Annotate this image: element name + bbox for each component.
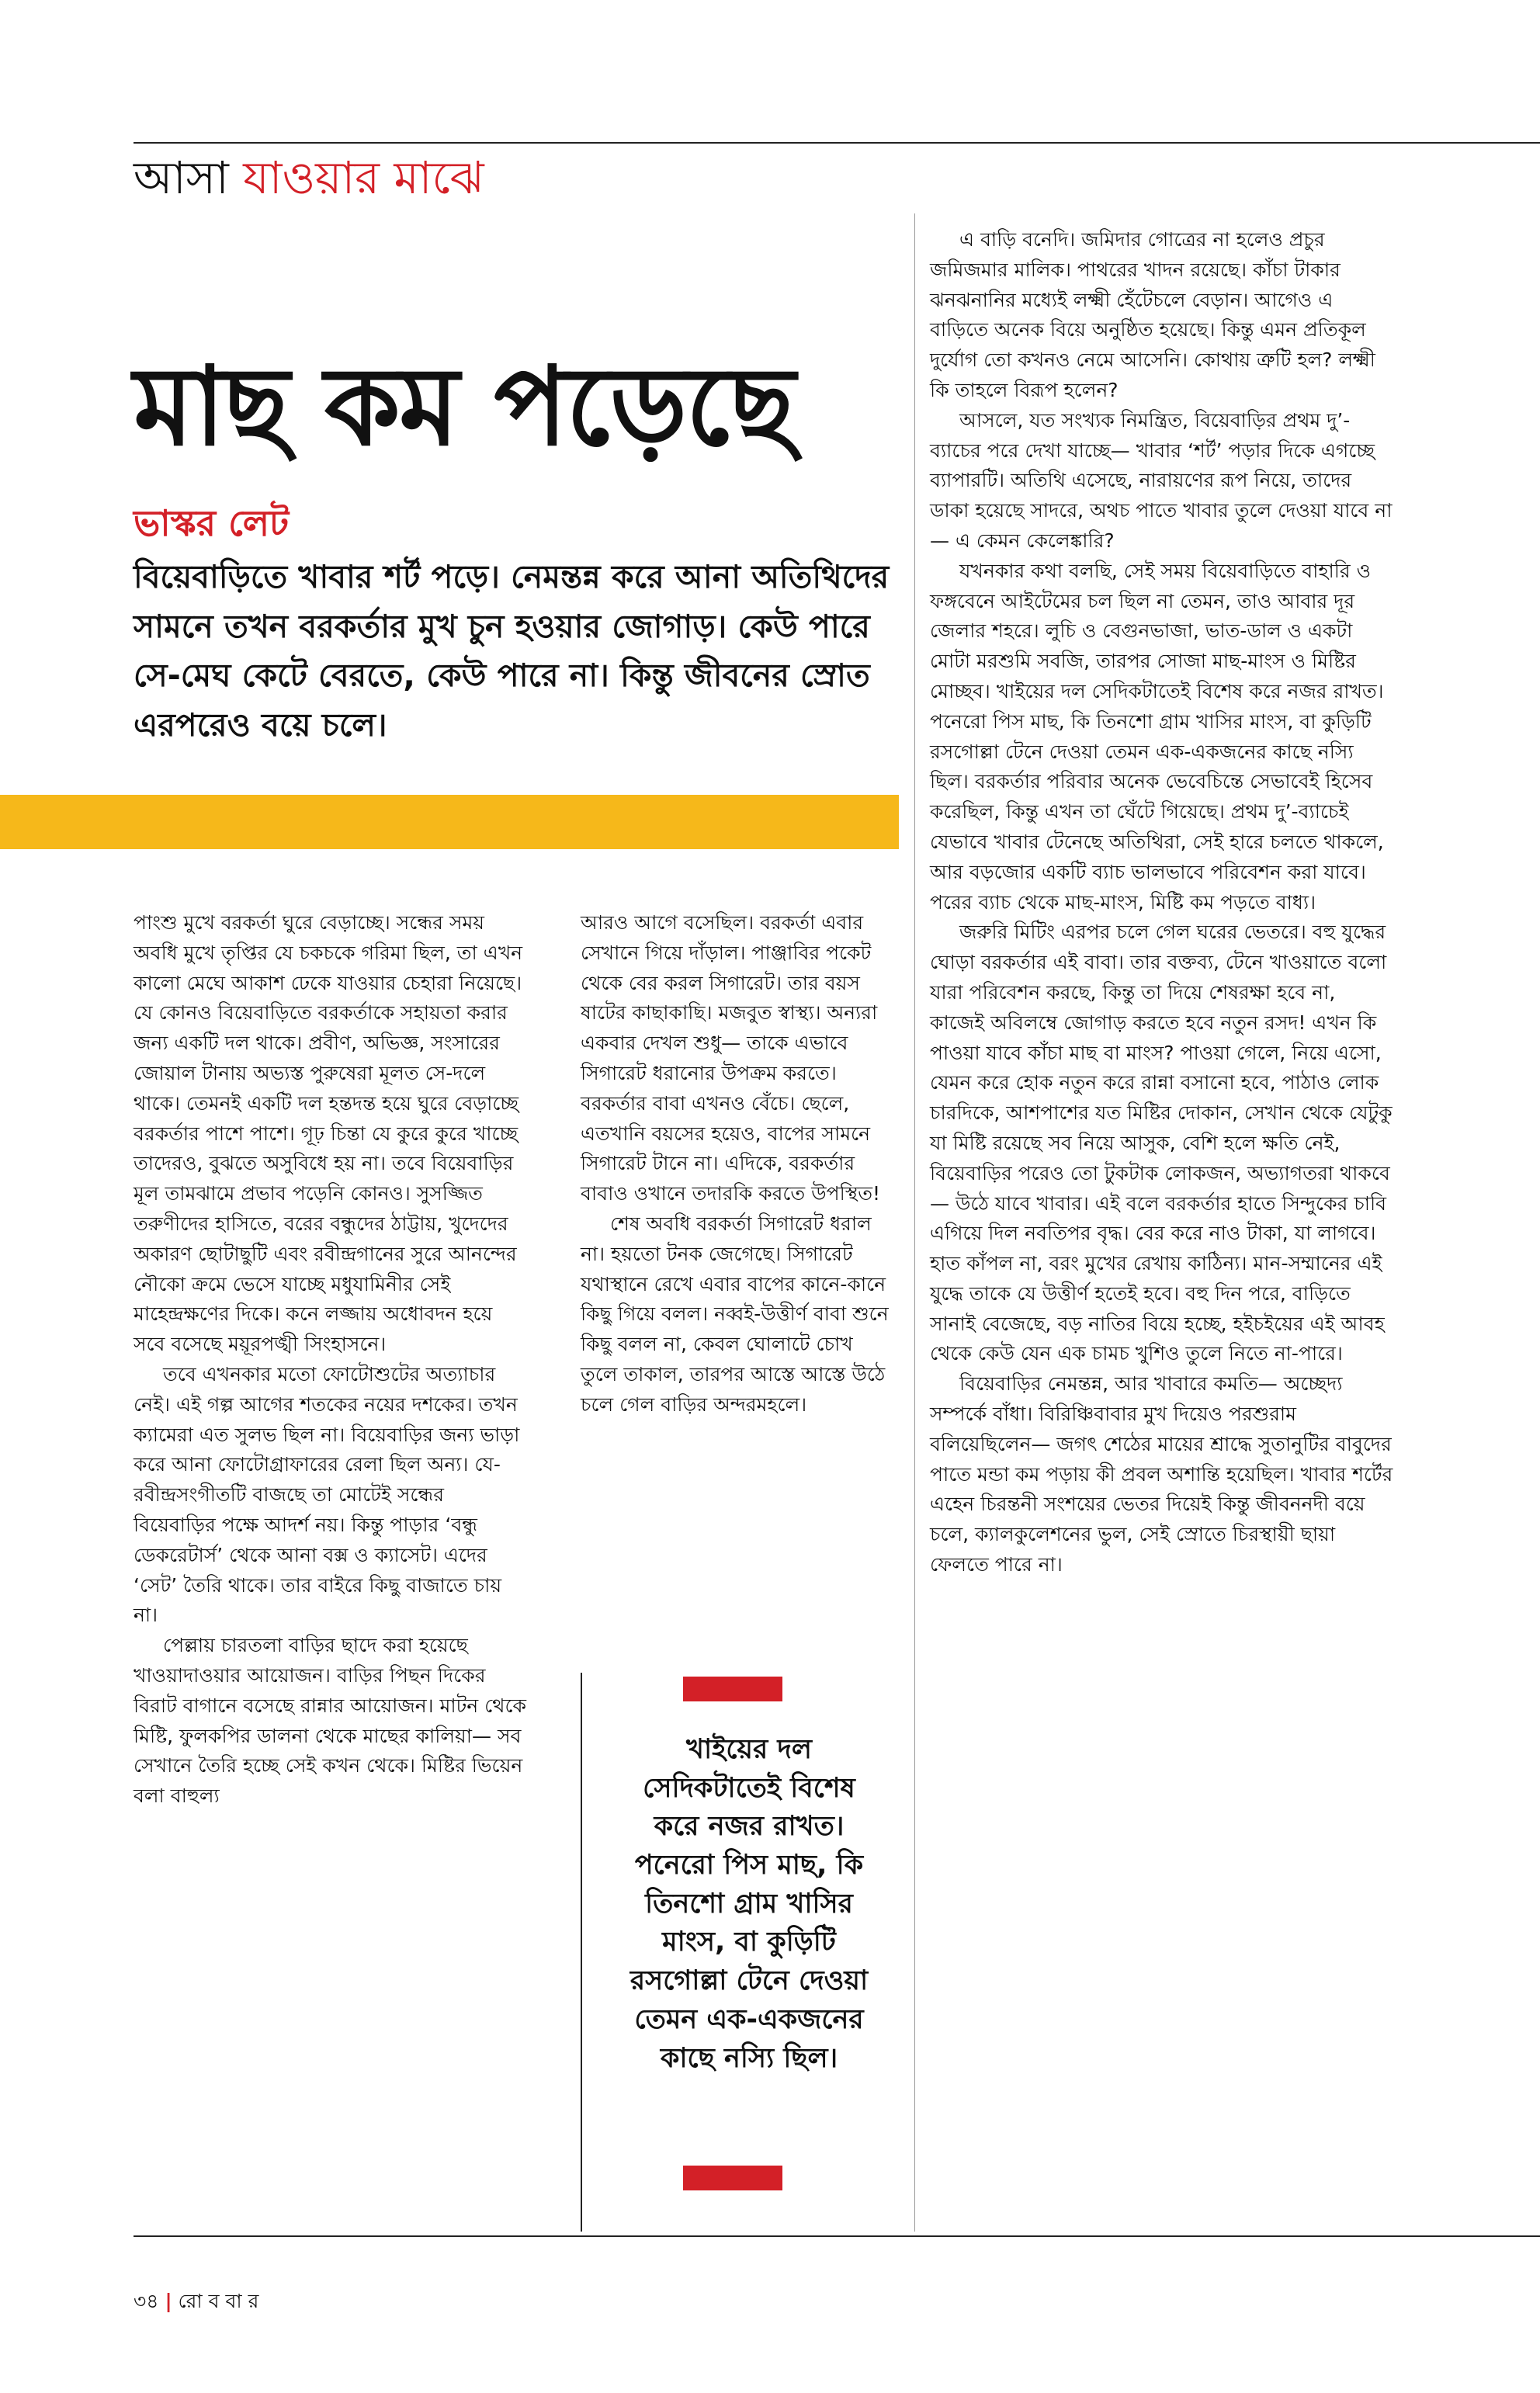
- standfirst: বিয়েবাড়িতে খাবার শর্ট পড়ে। নেমন্তন্ন করে আনা অতিথিদের সামনে তখন বরকর্তার মুখ চুন হওয়ার জোগাড়। কেউ পারে সে-মেঘ কেটে বেরতে, কেউ পারে না। কিন্তু জীবনের স্রোত এরপরেও বয়ে চলে।: [134, 558, 890, 744]
- section-title: [134, 151, 484, 204]
- right-column-divider: [914, 213, 915, 2232]
- article-column-middle: [581, 908, 891, 1630]
- article-column-left: [134, 908, 529, 2189]
- bottom-rule: [134, 2235, 1540, 2237]
- paragraph: জরুরি মিটিং এরপর চলে গেল ঘরের ভেতরে। বহু যুদ্ধের ঘোড়া বরকর্তার এই বাবা। তার বক্তব্য, টেনে খাওয়াতে বলো যারা পরিবেশন করছে, কিন্তু তা দিয়ে শেষরক্ষা হবে না, কাজেই অবিলম্বে জোগাড় করতে হবে নতুন রসদ! এখন কি পাওয়া যাবে কাঁচা মাছ বা মাংস? পাওয়া গেলে, নিয়ে এসো, যেমন করে হোক নতুন করে রান্না বসানো হবে, পাঠাও লোক চারদিকে, আশপাশের যত মিষ্টির দোকান, সেখান থেকে যেটুকু যা মিষ্টি রয়েছে সব নিয়ে আসুক, বেশি হলে ক্ষতি নেই, বিয়েবাড়ির পরেও তো টুকটাক লোকজন, অভ্যাগতরা থাকবে— উঠে যাবে খাবার। এই বলে বরকর্তার হাতে সিন্দুকের চাবি এগিয়ে দিল নবতিপর বৃদ্ধ। বের করে নাও টাকা, যা লাগবে। হাত কাঁপল না, বরং মুখের রেখায় কাঠিন্য। মান-সম্মানের এই যুদ্ধে তাকে যে উত্তীর্ণ হতেই হবে। বহু দিন পরে, বাড়িতে সানাই বেজেছে, বড় নাতির বিয়ে হচ্ছে, হইচইয়ের এই আবহ থেকে কেউ যেন এক চামচ খুশিও তুলে নিতে না-পারে।: [930, 921, 1393, 1365]
- page-footer: [134, 2286, 258, 2319]
- article-column-right: [930, 225, 1396, 2212]
- pullquote-top-bar: [683, 1677, 782, 1701]
- paragraph: যখনকার কথা বলছি, সেই সময় বিয়েবাড়িতে বাহারি ও ফঙ্গবেনে আইটেমের চল ছিল না তেমন, তাও আবার দূর জেলার শহরে। লুচি ও বেগুনভাজা, ভাত-ডাল ও একটা মোটা মরশুমি সবজি, তারপর সোজা মাছ-মাংস ও মিষ্টির মোচ্ছব। খাইয়ের দল সেদিকটাতেই বিশেষ করে নজর রাখত। পনেরো পিস মাছ, কি তিনশো গ্রাম খাসির মাংস, বা কুড়িটি রসগোল্লা টেনে দেওয়া তেমন এক-একজনের কাছে নস্যি ছিল। বরকর্তার পরিবার অনেক ভেবেচিন্তে সেভাবেই হিসেব করেছিল, কিন্তু এখন তা ঘেঁটে গিয়েছে। প্রথম দু’-ব্যাচেই যেভাবে খাবার টেনেছে অতিথিরা, সেই হারে চলতে থাকলে, আর বড়জোর একটি ব্যাচ ভালভাবে পরিবেশন করা যাবে। পরের ব্যাচ থেকে মাছ-মাংস, মিষ্টি কম পড়তে বাধ্য।: [930, 559, 1384, 914]
- paragraph: এ বাড়ি বনেদি। জমিদার গোত্রের না হলেও প্রচুর জমিজমার মালিক। পাথরের খাদন রয়েছে। কাঁচা টাকার ঝনঝনানির মধ্যেই লক্ষ্মী হেঁটেচলে বেড়ান। আগেও এ বাড়িতে অনেক বিয়ে অনুষ্ঠিত হয়েছে। কিন্তু এমন প্রতিকূল দুর্যোগ তো কখনও নেমে আসেনি। কোথায় ত্রুটি হল? লক্ষ্মী কি তাহলে বিরূপ হলেন?: [930, 228, 1375, 401]
- pullquote-bottom-bar: [683, 2166, 782, 2190]
- paragraph: বিয়েবাড়ির নেমন্তন্ন, আর খাবারে কমতি— অচ্ছেদ্য সম্পর্কে বাঁধা। বিরিঞ্চিবাবার মুখ দিয়েও পরশুরাম বলিয়েছিলেন— জগৎ শেঠের মায়ের শ্রাদ্ধে সুতানুটির বাবুদের পাতে মন্ডা কম পড়ায় কী প্রবল অশান্তি হয়েছিল। খাবার শর্টের এহেন চিরন্তনী সংশয়ের ভেতর দিয়েই কিন্তু জীবননদী বয়ে চলে, ক্যালকুলেশনের ভুল, সেই স্রোতে চিরস্থায়ী ছায়া ফেলতে পারে না।: [930, 1372, 1393, 1576]
- pullquote-side-rule: [581, 1673, 582, 2232]
- top-rule: [134, 142, 1540, 144]
- paragraph: শেষ অবধি বরকর্তা সিগারেট ধরাল না। হয়তো টনক জেগেছে। সিগারেট যথাস্থানে রেখে এবার বাপের কানে-কানে কিছু গিয়ে বলল। নব্বই-উত্তীর্ণ বাবা শুনে কিছু বলল না, কেবল ঘোলাটে চোখ তুলে তাকাল, তারপর আস্তে আস্তে উঠে চলে গেল বাড়ির অন্দরমহলে।: [581, 1212, 889, 1416]
- footer-separator: |: [165, 2290, 172, 2312]
- section-title-part2: যাওয়ার মাঝে: [243, 151, 484, 204]
- byline: ভাস্কর লেট: [134, 502, 290, 544]
- headline: মাছ কম পড়েছে: [134, 344, 794, 470]
- paragraph: পেল্লায় চারতলা বাড়ির ছাদে করা হয়েছে খাওয়াদাওয়ার আয়োজন। বাড়ির পিছন দিকের বিরাট বাগানে বসেছে রান্নার আয়োজন। মাটন থেকে মিষ্টি, ফুলকপির ডালনা থেকে মাছের কালিয়া— সব সেখানে তৈরি হচ্ছে সেই কখন থেকে। মিষ্টির ভিয়েন বলা বাহুল্য: [134, 1634, 527, 1808]
- paragraph: পাংশু মুখে বরকর্তা ঘুরে বেড়াচ্ছে। সন্ধের সময় অবধি মুখে তৃপ্তির যে চকচকে গরিমা ছিল, তা এখন কালো মেঘে আকাশ ঢেকে যাওয়ার চেহারা নিয়েছে। যে কোনও বিয়েবাড়িতে বরকর্তাকে সহায়তা করার জন্য একটি দল থাকে। প্রবীণ, অভিজ্ঞ, সংসারের জোয়াল টানায় অভ্যস্ত পুরুষেরা মূলত সে-দলে থাকে। তেমনই একটি দল হন্তদন্ত হয়ে ঘুরে বেড়াচ্ছে বরকর্তার পাশে পাশে। গূঢ় চিন্তা যে কুরে কুরে খাচ্ছে তাদেরও, বুঝতে অসুবিধে হয় না। তবে বিয়েবাড়ির মূল তামঝামে প্রভাব পড়েনি কোনও। সুসজ্জিত তরুণীদের হাসিতে, বরের বন্ধুদের ঠাট্টায়, খুদেদের অকারণ ছোটাছুটি এবং রবীন্দ্রগানের সুরে আনন্দের নৌকো ক্রমে ভেসে যাচ্ছে মধুযামিনীর সেই মাহেন্দ্রক্ষণের দিকে। কনে লজ্জায় অধোবদন হয়ে সবে বসেছে ময়ূরপঙ্খী সিংহাসনে।: [134, 911, 523, 1356]
- magazine-name: রো ব বা র: [178, 2290, 259, 2312]
- section-title-part1: আসা: [134, 151, 229, 204]
- paragraph: তবে এখনকার মতো ফোটোশুটের অত্যাচার নেই। এই গল্প আগের শতকের নয়ের দশকের। তখন ক্যামেরা এত সুলভ ছিল না। বিয়েবাড়ির জন্য ভাড়া করে আনা ফোটোগ্রাফারের রেলা ছিল অন্য। যে-রবীন্দ্রসংগীতটি বাজছে তা মোটেই সন্ধের বিয়েবাড়ির পক্ষে আদর্শ নয়। কিন্তু পাড়ার ‘বন্ধু ডেকরেটার্স’ থেকে আনা বক্স ও ক্যাসেট। এদের ‘সেট’ তৈরি থাকে। তার বাইরে কিছু বাজাতে চায় না।: [134, 1362, 520, 1627]
- page-number: ৩৪: [134, 2290, 159, 2312]
- paragraph: আসলে, যত সংখ্যক নিমন্ত্রিত, বিয়েবাড়ির প্রথম দু’-ব্যাচের পরে দেখা যাচ্ছে— খাবার ‘শর্ট’ পড়ার দিকে এগচ্ছে ব্যাপারটি। অতিথি এসেছে, নারায়ণের রূপ নিয়ে, তাদের ডাকা হয়েছে সাদরে, অথচ পাতে খাবার তুলে দেওয়া যাবে না— এ কেমন কেলেঙ্কারি?: [930, 408, 1393, 552]
- yellow-band: [0, 795, 899, 849]
- pull-quote: খাইয়ের দল সেদিকটাতেই বিশেষ করে নজর রাখত। পনেরো পিস মাছ, কি তিনশো গ্রাম খাসির মাংস, বা কুড়িটি রসগোল্লা টেনে দেওয়া তেমন এক-একজনের কাছে নস্যি ছিল।: [630, 1734, 869, 2074]
- paragraph: আরও আগে বসেছিল। বরকর্তা এবার সেখানে গিয়ে দাঁড়াল। পাঞ্জাবির পকেট থেকে বের করল সিগারেট। তার বয়স ষাটের কাছাকাছি। মজবুত স্বাস্থ্য। অন্যরা একবার দেখল শুধু— তাকে এভাবে সিগারেট ধরানোর উপক্রম করতে। বরকর্তার বাবা এখনও বেঁচে। ছেলে, এতখানি বয়সের হয়েও, বাপের সামনে সিগারেট টানে না। এদিকে, বরকর্তার বাবাও ওখানে তদারকি করতে উপস্থিত!: [581, 911, 881, 1205]
